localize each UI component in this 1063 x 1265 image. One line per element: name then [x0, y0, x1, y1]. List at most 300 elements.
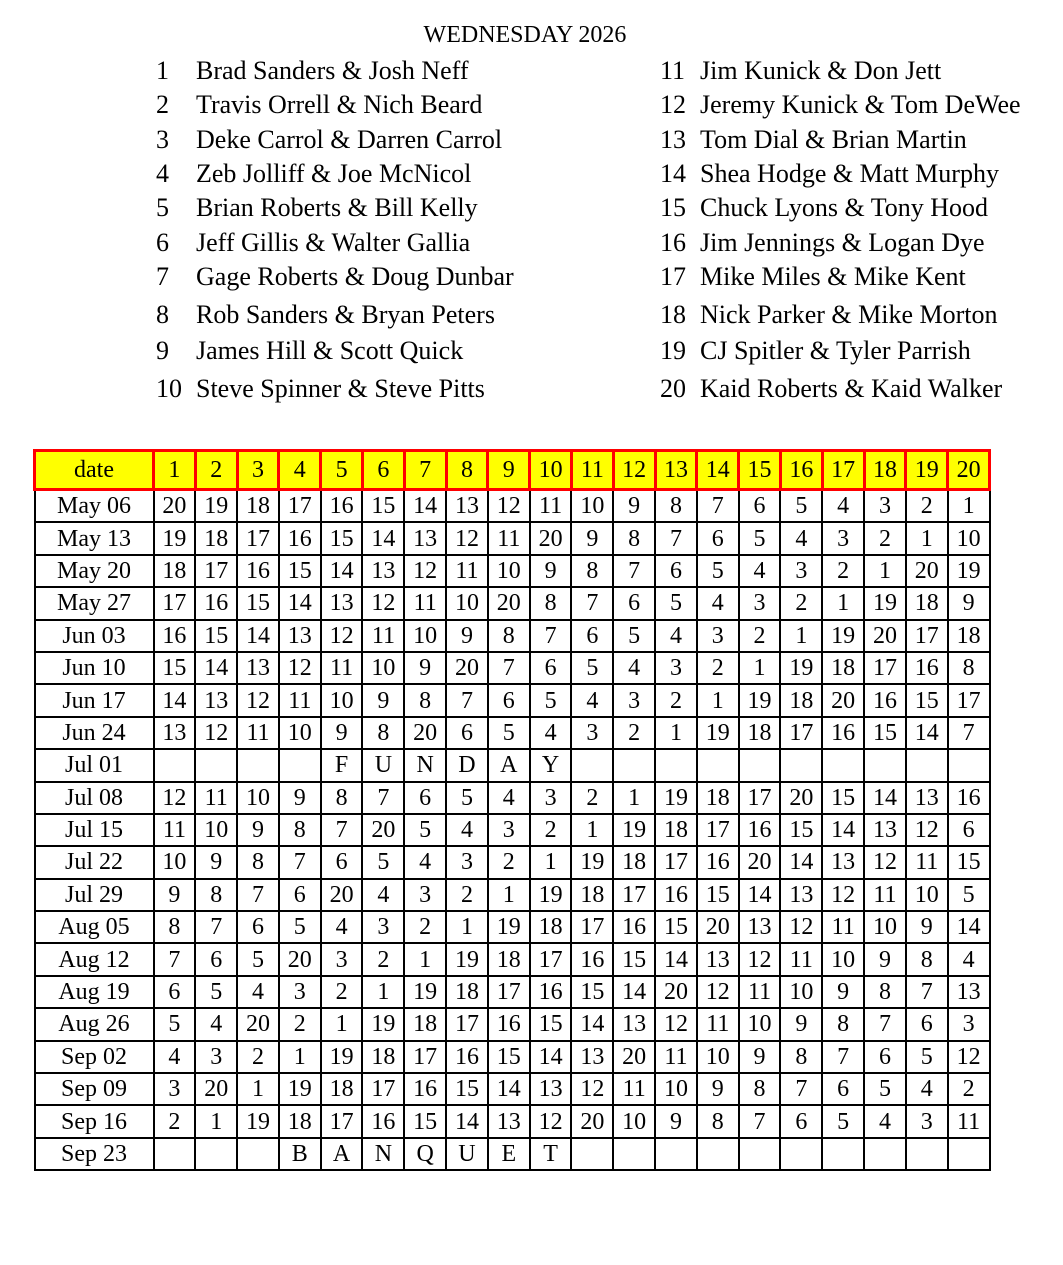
schedule-cell: 9 — [655, 1105, 697, 1137]
team-name: Travis Orrell & Nich Beard — [196, 90, 483, 119]
schedule-cell: 8 — [948, 652, 990, 684]
schedule-cell: 7 — [279, 846, 321, 878]
schedule-cell: 11 — [906, 846, 948, 878]
schedule-cell: 3 — [279, 976, 321, 1008]
schedule-cell: 13 — [488, 1105, 530, 1137]
schedule-cell — [154, 1138, 196, 1170]
schedule-cell: 5 — [864, 1073, 906, 1105]
schedule-cell: 17 — [279, 490, 321, 523]
schedule-cell: Q — [404, 1138, 446, 1170]
schedule-cell — [154, 749, 196, 781]
schedule-cell: 16 — [446, 1041, 488, 1073]
schedule-cell: 18 — [446, 976, 488, 1008]
schedule-cell: 8 — [488, 620, 530, 652]
team-name: Brad Sanders & Josh Neff — [196, 56, 469, 85]
schedule-cell: 17 — [655, 846, 697, 878]
team-name: Jim Jennings & Logan Dye — [700, 228, 985, 257]
schedule-cell: 11 — [488, 522, 530, 554]
schedule-cell: 1 — [446, 911, 488, 943]
schedule-cell: 4 — [864, 1105, 906, 1137]
schedule-cell: 17 — [613, 879, 655, 911]
schedule-cell: 4 — [948, 943, 990, 975]
schedule-cell: 12 — [822, 879, 864, 911]
schedule-cell: 7 — [906, 976, 948, 1008]
team-entry — [660, 228, 985, 258]
schedule-cell: 15 — [864, 717, 906, 749]
schedule-cell: 5 — [362, 846, 404, 878]
schedule-cell: 1 — [822, 587, 864, 619]
schedule-cell — [864, 749, 906, 781]
schedule-cell: 5 — [279, 911, 321, 943]
schedule-cell: 10 — [739, 1008, 781, 1040]
schedule-cell — [697, 1138, 739, 1170]
schedule-cell: 15 — [906, 684, 948, 716]
team-column-header: 16 — [780, 451, 822, 490]
schedule-cell: 10 — [864, 911, 906, 943]
schedule-cell: 7 — [362, 782, 404, 814]
row-date: Sep 09 — [35, 1073, 154, 1105]
schedule-cell: 12 — [195, 717, 237, 749]
schedule-cell: 6 — [655, 555, 697, 587]
schedule-cell: 14 — [780, 846, 822, 878]
schedule-cell: 8 — [739, 1073, 781, 1105]
row-date: Sep 23 — [35, 1138, 154, 1170]
schedule-cell: 15 — [780, 814, 822, 846]
table-row — [35, 846, 990, 878]
schedule-cell: 2 — [571, 782, 613, 814]
row-date: Jun 10 — [35, 652, 154, 684]
schedule-cell: 19 — [530, 879, 572, 911]
schedule-cell: 1 — [488, 879, 530, 911]
team-number: 1 — [156, 56, 169, 85]
team-column-header: 10 — [530, 451, 572, 490]
schedule-cell: D — [446, 749, 488, 781]
schedule-cell: 11 — [321, 652, 363, 684]
schedule-cell: 14 — [237, 620, 279, 652]
table-row — [35, 1073, 990, 1105]
schedule-cell: 12 — [488, 490, 530, 523]
schedule-cell: 16 — [571, 943, 613, 975]
schedule-cell: 7 — [154, 943, 196, 975]
schedule-cell: 7 — [195, 911, 237, 943]
schedule-cell: 15 — [195, 620, 237, 652]
schedule-cell: 4 — [613, 652, 655, 684]
schedule-cell: 18 — [739, 717, 781, 749]
schedule-cell: 6 — [279, 879, 321, 911]
team-number: 3 — [156, 125, 169, 154]
schedule-cell: 8 — [404, 684, 446, 716]
row-date: Sep 16 — [35, 1105, 154, 1137]
schedule-cell: 5 — [154, 1008, 196, 1040]
schedule-cell: 5 — [446, 782, 488, 814]
schedule-cell: 13 — [362, 555, 404, 587]
table-row — [35, 490, 990, 523]
team-name: Chuck Lyons & Tony Hood — [700, 193, 989, 222]
schedule-cell: 15 — [404, 1105, 446, 1137]
team-entry — [156, 90, 482, 120]
schedule-cell: 4 — [446, 814, 488, 846]
schedule-cell: 8 — [154, 911, 196, 943]
schedule-cell: 19 — [321, 1041, 363, 1073]
schedule-cell: 6 — [195, 943, 237, 975]
schedule-cell: 7 — [571, 587, 613, 619]
team-entry — [660, 125, 967, 155]
schedule-cell: 11 — [864, 879, 906, 911]
table-row — [35, 749, 990, 781]
schedule-cell: 6 — [237, 911, 279, 943]
schedule-cell: 10 — [154, 846, 196, 878]
schedule-cell: 17 — [321, 1105, 363, 1137]
schedule-cell: 18 — [362, 1041, 404, 1073]
schedule-cell: 5 — [195, 976, 237, 1008]
schedule-cell: 7 — [655, 522, 697, 554]
schedule-cell: 13 — [780, 879, 822, 911]
schedule-cell: 8 — [530, 587, 572, 619]
team-column-header: 14 — [697, 451, 739, 490]
team-name: Jim Kunick & Don Jett — [700, 56, 942, 85]
schedule-cell: 13 — [321, 587, 363, 619]
schedule-cell: U — [362, 749, 404, 781]
schedule-cell: 19 — [237, 1105, 279, 1137]
schedule-cell: 6 — [446, 717, 488, 749]
schedule-cell: 6 — [697, 522, 739, 554]
schedule-cell: 3 — [446, 846, 488, 878]
table-row — [35, 814, 990, 846]
table-row — [35, 522, 990, 554]
schedule-cell: 12 — [404, 555, 446, 587]
schedule-cell: 20 — [237, 1008, 279, 1040]
schedule-cell: 6 — [571, 620, 613, 652]
schedule-cell: 20 — [279, 943, 321, 975]
team-entry — [660, 90, 1021, 120]
schedule-cell: 14 — [404, 490, 446, 523]
schedule-cell: 12 — [154, 782, 196, 814]
schedule-cell — [780, 749, 822, 781]
schedule-cell: 4 — [697, 587, 739, 619]
schedule-cell: 5 — [530, 684, 572, 716]
schedule-cell: 16 — [321, 490, 363, 523]
schedule-cell: 20 — [530, 522, 572, 554]
schedule-cell: 3 — [906, 1105, 948, 1137]
schedule-cell: 10 — [362, 652, 404, 684]
schedule-cell: 8 — [655, 490, 697, 523]
schedule-cell: 10 — [948, 522, 990, 554]
schedule-cell: 3 — [655, 652, 697, 684]
table-row — [35, 1008, 990, 1040]
table-row — [35, 717, 990, 749]
team-entry — [156, 262, 514, 292]
schedule-cell: 5 — [739, 522, 781, 554]
schedule-cell: 14 — [321, 555, 363, 587]
schedule-cell: 12 — [237, 684, 279, 716]
schedule-cell — [655, 1138, 697, 1170]
schedule-cell: 10 — [906, 879, 948, 911]
schedule-cell — [697, 749, 739, 781]
schedule-cell: 17 — [488, 976, 530, 1008]
schedule-cell: 17 — [571, 911, 613, 943]
schedule-cell: 17 — [780, 717, 822, 749]
schedule-cell: 19 — [362, 1008, 404, 1040]
schedule-cell: 2 — [404, 911, 446, 943]
team-column-header: 7 — [404, 451, 446, 490]
schedule-cell: 4 — [237, 976, 279, 1008]
schedule-cell: 1 — [613, 782, 655, 814]
schedule-cell: 3 — [780, 555, 822, 587]
team-entry — [156, 374, 485, 404]
schedule-cell: 3 — [488, 814, 530, 846]
table-row — [35, 684, 990, 716]
schedule-cell: 13 — [822, 846, 864, 878]
row-date: Aug 19 — [35, 976, 154, 1008]
schedule-cell: 20 — [404, 717, 446, 749]
schedule-cell: 19 — [780, 652, 822, 684]
schedule-cell: 9 — [237, 814, 279, 846]
schedule-cell: 19 — [571, 846, 613, 878]
schedule-cell: 11 — [822, 911, 864, 943]
schedule-cell: 13 — [530, 1073, 572, 1105]
schedule-cell — [864, 1138, 906, 1170]
schedule-cell: 16 — [488, 1008, 530, 1040]
schedule-cell: 20 — [655, 976, 697, 1008]
schedule-cell — [739, 749, 781, 781]
schedule-cell: 7 — [237, 879, 279, 911]
schedule-cell: 18 — [780, 684, 822, 716]
schedule-cell: 12 — [739, 943, 781, 975]
schedule-cell: 17 — [739, 782, 781, 814]
team-number: 20 — [660, 374, 686, 403]
schedule-cell: 18 — [237, 490, 279, 523]
schedule-cell: Y — [530, 749, 572, 781]
team-number: 14 — [660, 159, 686, 188]
schedule-cell: 7 — [530, 620, 572, 652]
schedule-cell: 6 — [321, 846, 363, 878]
schedule-cell: 10 — [279, 717, 321, 749]
schedule-cell: 7 — [697, 490, 739, 523]
schedule-cell: 11 — [404, 587, 446, 619]
schedule-cell: 14 — [488, 1073, 530, 1105]
schedule-cell: 5 — [655, 587, 697, 619]
schedule-cell: 15 — [948, 846, 990, 878]
schedule-cell: 6 — [530, 652, 572, 684]
schedule-cell: 2 — [362, 943, 404, 975]
row-date: Jun 17 — [35, 684, 154, 716]
schedule-cell: 14 — [571, 1008, 613, 1040]
schedule-cell: 17 — [948, 684, 990, 716]
team-column-header: 12 — [613, 451, 655, 490]
row-date: Jul 15 — [35, 814, 154, 846]
schedule-cell: 9 — [613, 490, 655, 523]
schedule-cell: 6 — [739, 490, 781, 523]
row-date: Aug 26 — [35, 1008, 154, 1040]
schedule-cell: 15 — [822, 782, 864, 814]
schedule-cell: 3 — [822, 522, 864, 554]
schedule-cell — [613, 749, 655, 781]
schedule-cell: 4 — [488, 782, 530, 814]
schedule-cell: 2 — [739, 620, 781, 652]
schedule-cell: 11 — [948, 1105, 990, 1137]
team-name: CJ Spitler & Tyler Parrish — [700, 336, 971, 365]
schedule-cell: 12 — [279, 652, 321, 684]
schedule-cell: 13 — [237, 652, 279, 684]
schedule-cell: 9 — [864, 943, 906, 975]
schedule-cell: 7 — [321, 814, 363, 846]
schedule-cell: 12 — [571, 1073, 613, 1105]
schedule-cell: 16 — [948, 782, 990, 814]
schedule-cell — [655, 749, 697, 781]
schedule-cell: 11 — [446, 555, 488, 587]
schedule-cell: 10 — [321, 684, 363, 716]
schedule-cell: 9 — [697, 1073, 739, 1105]
schedule-cell: 18 — [906, 587, 948, 619]
team-column-header: 4 — [279, 451, 321, 490]
schedule-cell: 4 — [571, 684, 613, 716]
schedule-cell: 20 — [697, 911, 739, 943]
schedule-cell — [195, 749, 237, 781]
page-title: WEDNESDAY 2026 — [423, 22, 627, 48]
schedule-cell: 11 — [362, 620, 404, 652]
schedule-cell: 7 — [488, 652, 530, 684]
row-date: May 20 — [35, 555, 154, 587]
schedule-cell: 20 — [906, 555, 948, 587]
schedule-cell: 6 — [154, 976, 196, 1008]
schedule-cell: 4 — [739, 555, 781, 587]
schedule-cell — [571, 1138, 613, 1170]
schedule-cell: 5 — [822, 1105, 864, 1137]
schedule-cell: 8 — [822, 1008, 864, 1040]
schedule-cell: 17 — [530, 943, 572, 975]
schedule-cell: 6 — [864, 1041, 906, 1073]
schedule-cell: 9 — [446, 620, 488, 652]
schedule-cell: 16 — [739, 814, 781, 846]
schedule-cell: 17 — [195, 555, 237, 587]
schedule-cell: 8 — [613, 522, 655, 554]
schedule-cell: 2 — [488, 846, 530, 878]
schedule-cell: 17 — [697, 814, 739, 846]
schedule-cell: 11 — [154, 814, 196, 846]
team-entry — [156, 336, 463, 366]
table-row — [35, 782, 990, 814]
schedule-cell: 11 — [195, 782, 237, 814]
schedule-cell: 18 — [571, 879, 613, 911]
schedule-cell: 9 — [154, 879, 196, 911]
schedule-cell: 13 — [948, 976, 990, 1008]
schedule-cell: 15 — [613, 943, 655, 975]
schedule-cell: 5 — [237, 943, 279, 975]
schedule-cell: 15 — [321, 522, 363, 554]
table-row — [35, 943, 990, 975]
schedule-cell: 18 — [530, 911, 572, 943]
schedule-cell: 2 — [906, 490, 948, 523]
schedule-cell: 13 — [195, 684, 237, 716]
schedule-cell: 15 — [571, 976, 613, 1008]
schedule-cell: 10 — [446, 587, 488, 619]
team-entry — [660, 56, 941, 86]
schedule-cell: 19 — [446, 943, 488, 975]
schedule-cell: 16 — [404, 1073, 446, 1105]
schedule-cell: 4 — [195, 1008, 237, 1040]
schedule-cell: 19 — [613, 814, 655, 846]
schedule-cell: 11 — [530, 490, 572, 523]
row-date: Aug 05 — [35, 911, 154, 943]
team-entry — [156, 125, 502, 155]
schedule-cell: 11 — [279, 684, 321, 716]
team-entry — [660, 336, 971, 366]
schedule-cell: 2 — [530, 814, 572, 846]
table-row — [35, 555, 990, 587]
schedule-cell: 12 — [362, 587, 404, 619]
schedule-cell: 15 — [697, 879, 739, 911]
schedule-cell: 16 — [822, 717, 864, 749]
team-number: 2 — [156, 90, 169, 119]
row-date: Jul 29 — [35, 879, 154, 911]
schedule-cell: 16 — [237, 555, 279, 587]
schedule-cell: 20 — [154, 490, 196, 523]
team-column-header: 5 — [321, 451, 363, 490]
team-entry — [660, 159, 999, 189]
row-date: May 06 — [35, 490, 154, 523]
schedule-cell: 3 — [697, 620, 739, 652]
schedule-cell: 16 — [279, 522, 321, 554]
schedule-cell: 6 — [488, 684, 530, 716]
schedule-cell: 20 — [864, 620, 906, 652]
schedule-cell: 18 — [279, 1105, 321, 1137]
schedule-cell: 5 — [404, 814, 446, 846]
schedule-cell: 19 — [488, 911, 530, 943]
schedule-cell: 18 — [948, 620, 990, 652]
team-name: Steve Spinner & Steve Pitts — [196, 374, 485, 403]
team-column-header: 1 — [154, 451, 196, 490]
schedule-cell: 3 — [613, 684, 655, 716]
team-number: 5 — [156, 193, 169, 222]
team-number: 17 — [660, 262, 686, 291]
schedule-cell: 18 — [697, 782, 739, 814]
schedule-cell: 1 — [404, 943, 446, 975]
schedule-cell — [948, 1138, 990, 1170]
schedule-cell: 4 — [906, 1073, 948, 1105]
schedule-cell: 19 — [279, 1073, 321, 1105]
schedule-cell: 2 — [822, 555, 864, 587]
schedule-cell: 14 — [362, 522, 404, 554]
team-name: Shea Hodge & Matt Murphy — [700, 159, 999, 188]
schedule-cell: 15 — [362, 490, 404, 523]
row-date: May 27 — [35, 587, 154, 619]
schedule-cell: 15 — [488, 1041, 530, 1073]
schedule-cell: 8 — [697, 1105, 739, 1137]
schedule-cell: 1 — [321, 1008, 363, 1040]
schedule-cell: 15 — [446, 1073, 488, 1105]
schedule-cell: 1 — [948, 490, 990, 523]
schedule-cell: 5 — [948, 879, 990, 911]
team-name: Jeremy Kunick & Tom DeWee — [700, 90, 1021, 119]
schedule-cell: B — [279, 1138, 321, 1170]
schedule-cell — [822, 1138, 864, 1170]
schedule-cell: 12 — [864, 846, 906, 878]
schedule-cell: 1 — [864, 555, 906, 587]
schedule-cell: 17 — [864, 652, 906, 684]
team-number: 15 — [660, 193, 686, 222]
schedule-cell: 16 — [154, 620, 196, 652]
schedule-cell: 16 — [906, 652, 948, 684]
schedule-cell: 20 — [446, 652, 488, 684]
schedule-cell: 16 — [864, 684, 906, 716]
team-name: Deke Carrol & Darren Carrol — [196, 125, 503, 154]
schedule-cell: 10 — [613, 1105, 655, 1137]
schedule-cell: 19 — [948, 555, 990, 587]
schedule-cell: 3 — [154, 1073, 196, 1105]
schedule-cell: 14 — [906, 717, 948, 749]
schedule-cell: 15 — [279, 555, 321, 587]
schedule-cell: 14 — [864, 782, 906, 814]
